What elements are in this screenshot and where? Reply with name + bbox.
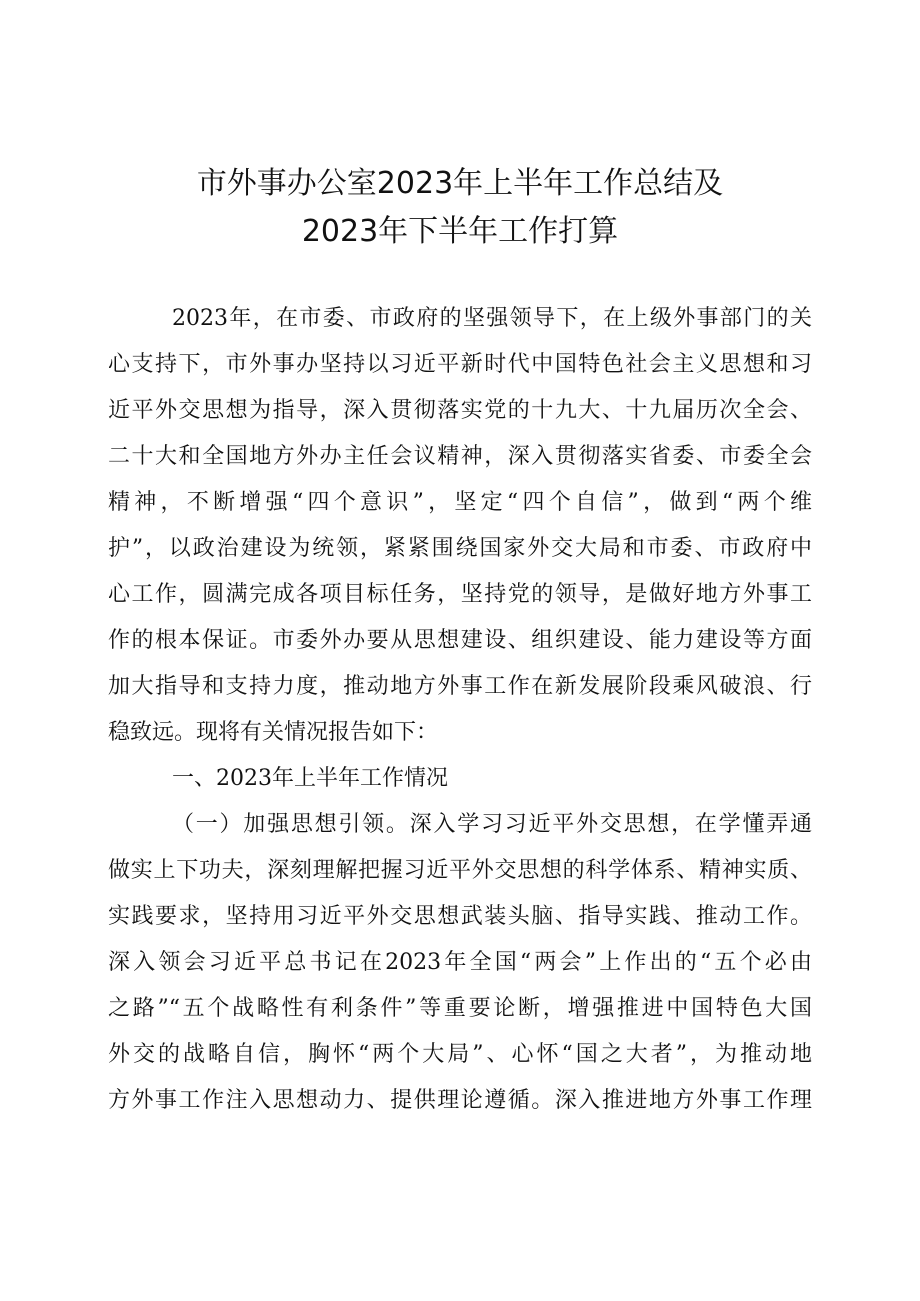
intro-line: 护”，以政治建设为统领，紧紧围绕国家外交大局和市委、市政府中 [108, 536, 812, 561]
subsection-line: （一）加强思想引领。深入学习习近平外交思想，在学懂弄通 [172, 812, 812, 837]
intro-line: 加大指导和支持力度，推动地方外事工作在新发展阶段乘风破浪、行 [108, 674, 812, 699]
subsection-line: 深入领会习近平总书记在2023年全国“两会”上作出的“五个必由 [108, 950, 812, 975]
document-title-line-2: 2023年下半年工作打算 [301, 214, 619, 249]
intro-line: 精神，不断增强“四个意识”，坚定“四个自信”，做到“两个维 [108, 490, 812, 515]
subsection-line: 外交的战略自信，胸怀“两个大局”、心怀“国之大者”，为推动地 [108, 1042, 812, 1067]
subsection-line: 做实上下功夫，深刻理解把握习近平外交思想的科学体系、精神实质、 [108, 858, 812, 883]
intro-line: 二十大和全国地方外办主任会议精神，深入贯彻落实省委、市委全会 [108, 444, 812, 469]
subsection-line: 实践要求，坚持用习近平外交思想武装头脑、指导实践、推动工作。 [108, 904, 812, 929]
intro-line: 2023年，在市委、市政府的坚强领导下，在上级外事部门的关 [172, 306, 812, 331]
subsection-line: 之路”“五个战略性有利条件”等重要论断，增强推进中国特色大国 [108, 996, 812, 1021]
intro-line: 稳致远。现将有关情况报告如下： [108, 720, 439, 745]
document-title-line-1: 市外事办公室2023年上半年工作总结及 [196, 166, 724, 201]
intro-line: 近平外交思想为指导，深入贯彻落实党的十九大、十九届历次全会、 [108, 398, 812, 423]
subsection-line: 方外事工作注入思想动力、提供理论遵循。深入推进地方外事工作理 [108, 1088, 812, 1113]
section-heading: 一、2023年上半年工作情况 [172, 766, 448, 791]
intro-line: 心支持下，市外事办坚持以习近平新时代中国特色社会主义思想和习 [108, 352, 812, 377]
intro-line: 心工作，圆满完成各项目标任务，坚持党的领导，是做好地方外事工 [108, 582, 812, 607]
intro-line: 作的根本保证。市委外办要从思想建设、组织建设、能力建设等方面 [108, 628, 812, 653]
